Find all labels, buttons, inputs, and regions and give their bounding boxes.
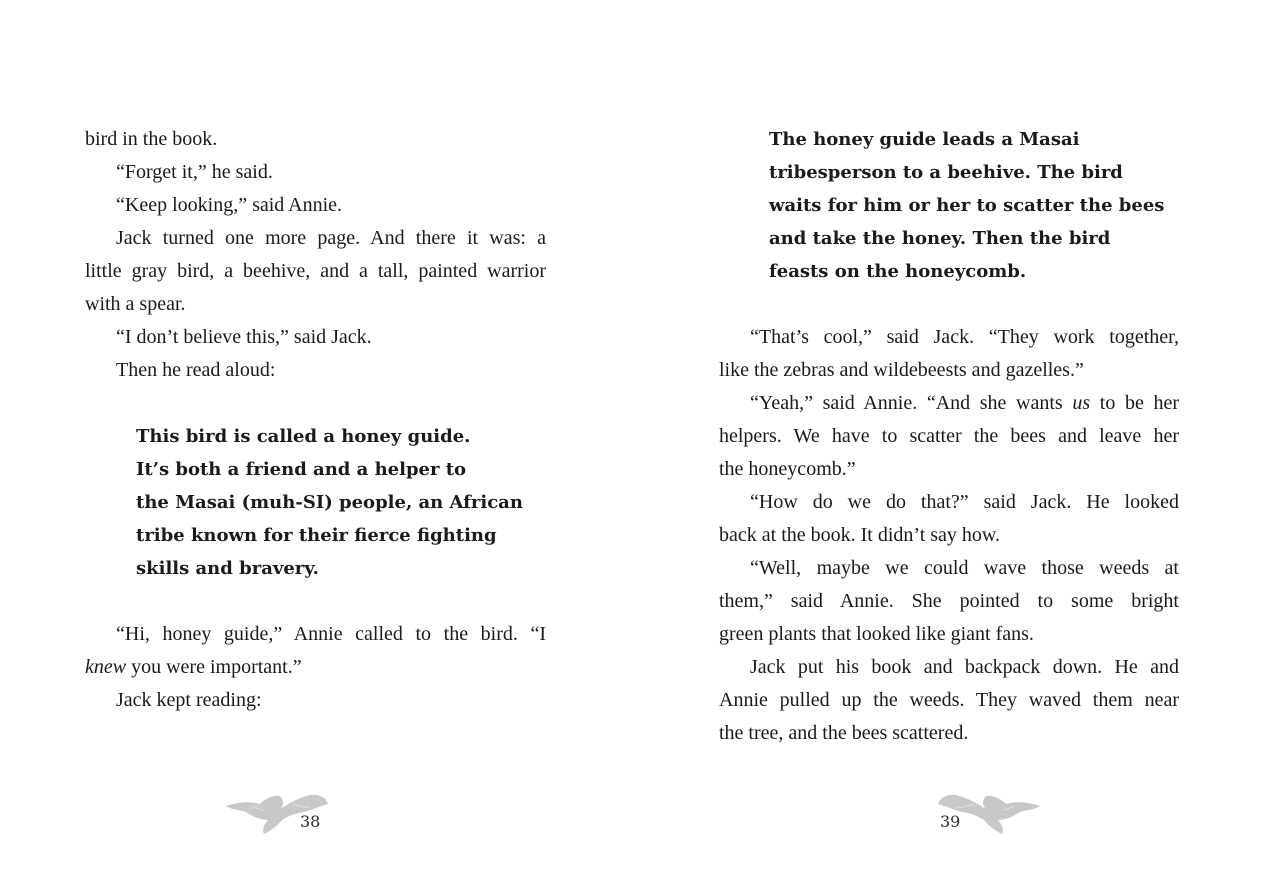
text-line	[719, 387, 1179, 420]
page-number: 38	[300, 812, 321, 831]
text-fragment: you were important.”	[126, 656, 302, 678]
text-fragment: “Yeah,” said Annie. “And she wants	[750, 392, 1073, 414]
excerpt-line: It’s both a friend and a helper to	[136, 459, 467, 480]
text-line: Annie pulled up the weeds. They waved them near	[719, 689, 1179, 711]
text-line: the honeycomb.”	[719, 458, 856, 480]
text-line: “I don’t believe this,” said Jack.	[116, 326, 372, 348]
excerpt-line: skills and bravery.	[136, 558, 319, 579]
right-page	[719, 123, 1179, 750]
excerpt-line: tribesperson to a beehive. The bird	[769, 162, 1123, 183]
book-excerpt	[85, 420, 546, 585]
text-line: “That’s cool,” said Jack. “They work together,	[750, 326, 1179, 348]
excerpt-line: waits for him or her to scatter the bees	[769, 195, 1165, 216]
text-line: green plants that looked like giant fans.	[719, 623, 1034, 645]
italic-word: us	[1072, 392, 1091, 414]
text-line: Jack put his book and backpack down. He and	[750, 656, 1179, 678]
excerpt-line: The honey guide leads a Masai	[769, 129, 1080, 150]
excerpt-line: feasts on the honeycomb.	[769, 261, 1027, 282]
excerpt-line: This bird is called a honey guide.	[136, 426, 471, 447]
text-line: “Well, maybe we could wave those weeds at	[750, 557, 1179, 579]
left-page	[85, 123, 546, 717]
page-footer-left	[222, 792, 332, 838]
text-line: like the zebras and wildebeests and gazelles.”	[719, 359, 1084, 381]
paragraph-gap	[85, 585, 546, 618]
italic-word: knew	[85, 656, 127, 678]
text-line: helpers. We have to scatter the bees and leave her	[719, 425, 1179, 447]
excerpt-line: tribe known for their fierce fighting	[136, 525, 497, 546]
page-footer-right	[934, 792, 1044, 838]
text-line: back at the book. It didn’t say how.	[719, 524, 1001, 546]
paragraph-gap	[719, 288, 1179, 321]
text-line: “Keep looking,” said Annie.	[116, 194, 343, 216]
page-number: 39	[940, 812, 961, 831]
book-excerpt	[719, 123, 1179, 288]
paragraph-gap	[85, 387, 546, 420]
text-line: Jack kept reading:	[116, 689, 262, 711]
text-line	[85, 651, 546, 684]
text-line: “Forget it,” he said.	[116, 161, 273, 183]
text-line: bird in the book.	[85, 128, 218, 150]
text-line: “How do we do that?” said Jack. He looked	[750, 491, 1179, 513]
text-line: Then he read aloud:	[116, 359, 276, 381]
excerpt-line: the Masai (muh-SI) people, an African	[136, 492, 523, 513]
text-line: “Hi, honey guide,” Annie called to the bird. “I	[116, 623, 546, 645]
text-fragment: to be her	[1090, 392, 1179, 414]
text-line: with a spear.	[85, 293, 186, 315]
text-line: Jack turned one more page. And there it was: a	[116, 227, 546, 249]
excerpt-line: and take the honey. Then the bird	[769, 228, 1111, 249]
text-line: them,” said Annie. She pointed to some bright	[719, 590, 1179, 612]
text-line: the tree, and the bees scattered.	[719, 722, 969, 744]
text-line: little gray bird, a beehive, and a tall, painted warrior	[85, 260, 546, 282]
